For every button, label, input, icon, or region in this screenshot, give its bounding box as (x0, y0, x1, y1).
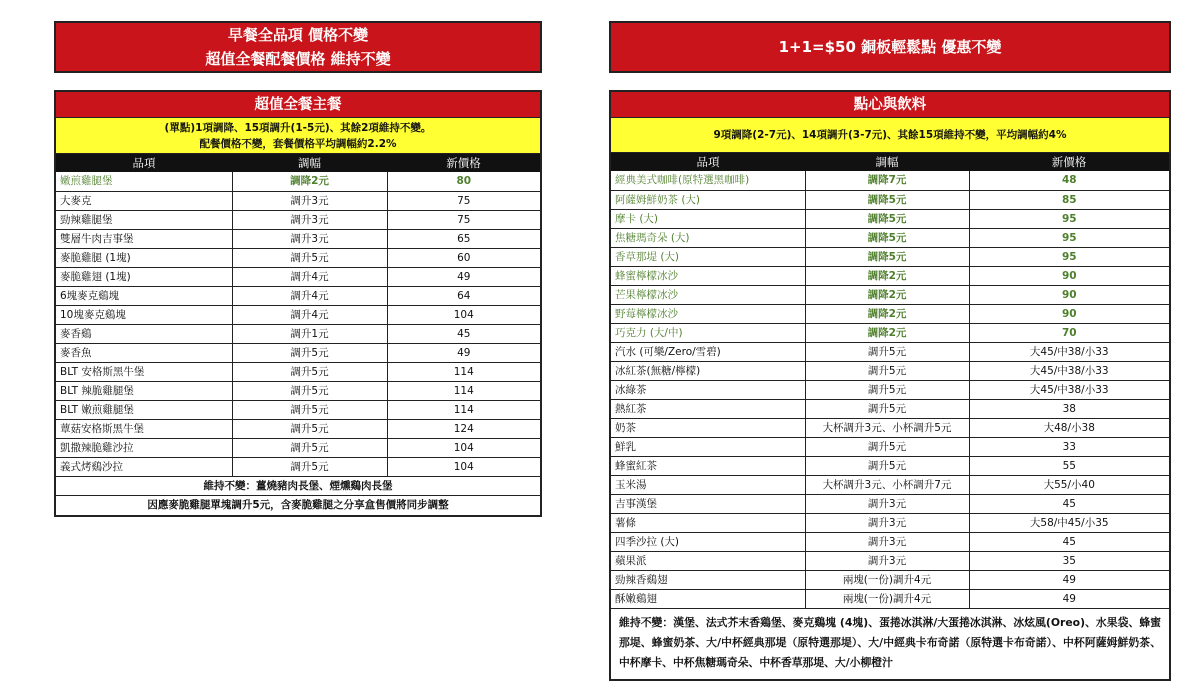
item-name: 玉米湯 (611, 475, 805, 494)
item-change: 調升5元 (232, 362, 387, 381)
table-row (56, 324, 540, 343)
item-name: 阿薩姆鮮奶茶 (大) (611, 190, 805, 209)
item-price: 95 (969, 247, 1169, 266)
table-row (611, 513, 1169, 532)
table-row (611, 380, 1169, 399)
item-name: 麥香魚 (56, 343, 232, 362)
item-name: 野莓檸檬冰沙 (611, 304, 805, 323)
table-row (611, 190, 1169, 209)
item-change: 調降5元 (805, 209, 969, 228)
item-price: 114 (387, 362, 540, 381)
item-change: 調升5元 (805, 456, 969, 475)
item-price: 33 (969, 437, 1169, 456)
item-price: 64 (387, 286, 540, 305)
item-price: 90 (969, 266, 1169, 285)
item-change: 調升4元 (232, 286, 387, 305)
item-name: BLT 安格斯黑牛堡 (56, 362, 232, 381)
table-row (611, 418, 1169, 437)
table-row (56, 248, 540, 267)
item-price: 49 (969, 589, 1169, 608)
item-price: 45 (387, 324, 540, 343)
banner-right-line1: 1+1=$50 銅板輕鬆點 優惠不變 (778, 38, 1002, 56)
item-name: 奶茶 (611, 418, 805, 437)
item-change: 調升5元 (232, 248, 387, 267)
item-change: 調降2元 (805, 285, 969, 304)
table-header-row (611, 153, 1169, 171)
item-change: 調升3元 (805, 532, 969, 551)
item-change: 調降7元 (805, 171, 969, 190)
item-price: 75 (387, 191, 540, 210)
item-price: 90 (969, 285, 1169, 304)
item-price: 124 (387, 419, 540, 438)
table-row (611, 475, 1169, 494)
item-change: 調升3元 (805, 494, 969, 513)
table-row (611, 456, 1169, 475)
item-price: 49 (387, 343, 540, 362)
item-name: 義式烤鷄沙拉 (56, 457, 232, 476)
table-row (56, 172, 540, 191)
item-name: 蜂蜜紅茶 (611, 456, 805, 475)
table-row (611, 304, 1169, 323)
table-row (56, 438, 540, 457)
item-price: 65 (387, 229, 540, 248)
header-item: 品項 (611, 153, 805, 171)
item-name: 凱撒辣脆雞沙拉 (56, 438, 232, 457)
item-price: 114 (387, 381, 540, 400)
item-change: 調降5元 (805, 247, 969, 266)
item-name: 芒果檸檬冰沙 (611, 285, 805, 304)
item-name: 熱紅茶 (611, 399, 805, 418)
item-change: 調升3元 (805, 513, 969, 532)
item-change: 大杯調升3元、小杯調升5元 (805, 418, 969, 437)
item-price: 大55/小40 (969, 475, 1169, 494)
item-price: 85 (969, 190, 1169, 209)
item-price: 49 (969, 570, 1169, 589)
item-price: 114 (387, 400, 540, 419)
item-name: 大麥克 (56, 191, 232, 210)
table-row (56, 400, 540, 419)
item-name: 麥脆雞翅 (1塊) (56, 267, 232, 286)
item-price: 95 (969, 228, 1169, 247)
item-change: 調升3元 (805, 551, 969, 570)
item-name: 雙層牛肉吉事堡 (56, 229, 232, 248)
item-change: 調降2元 (232, 172, 387, 191)
item-price: 38 (969, 399, 1169, 418)
item-price: 90 (969, 304, 1169, 323)
panel-snacks-drinks (609, 90, 1171, 681)
item-change: 調升5元 (232, 381, 387, 400)
item-name: 嫩煎雞腿堡 (56, 172, 232, 191)
banner-breakfast (54, 21, 542, 73)
item-name: 冰綠茶 (611, 380, 805, 399)
item-change: 調升5元 (805, 342, 969, 361)
panel-note-line1: (單點)1項調降、15項調升(1-5元)、其餘2項維持不變。 (164, 121, 432, 134)
item-price: 45 (969, 532, 1169, 551)
item-change: 調升5元 (805, 437, 969, 456)
table-row (611, 247, 1169, 266)
table-row (56, 305, 540, 324)
table-row (56, 343, 540, 362)
item-price: 49 (387, 267, 540, 286)
item-change: 調升4元 (232, 305, 387, 324)
price-table (611, 153, 1169, 609)
table-row (56, 419, 540, 438)
banner-left-line1: 早餐全品項 價格不變 (227, 26, 369, 44)
item-change: 調升5元 (805, 399, 969, 418)
table-row (56, 286, 540, 305)
item-name: 經典美式咖啡(原特選黑咖啡) (611, 171, 805, 190)
item-name: 酥嫩鷄翅 (611, 589, 805, 608)
footer-unchanged: 維持不變：薑燒豬肉長堡、煙燻鷄肉長堡 (56, 477, 540, 496)
item-name: 蜂蜜檸檬冰沙 (611, 266, 805, 285)
item-name: 蘋果派 (611, 551, 805, 570)
item-price: 48 (969, 171, 1169, 190)
panel-note (56, 118, 540, 154)
item-change: 調升5元 (232, 400, 387, 419)
item-price: 大45/中38/小33 (969, 342, 1169, 361)
item-price: 95 (969, 209, 1169, 228)
item-change: 兩塊(一份)調升4元 (805, 589, 969, 608)
table-row (56, 191, 540, 210)
item-name: 摩卡 (大) (611, 209, 805, 228)
banner-combo-offer (609, 21, 1171, 73)
item-name: 薯條 (611, 513, 805, 532)
footer-unchanged-list: 維持不變：漢堡、法式芥末香鶏堡、麥克鷄塊 (4塊)、蛋捲冰淇淋/大蛋捲冰淇淋、冰炫風(Oreo)、水果袋、蜂蜜那堤、蜂蜜奶茶、大/中杯經典那堤（原特選那堤）、大/中經典卡布奇諾（原特選卡布奇諾）、中杯阿薩姆鮮奶茶、中杯摩卡、中杯焦糖瑪奇朵、中杯香草那堤、大/小柳橙汁 (619, 615, 1161, 669)
item-change: 調升3元 (232, 210, 387, 229)
item-name: 鮮乳 (611, 437, 805, 456)
panel-value-meal-main (54, 90, 542, 517)
item-price: 35 (969, 551, 1169, 570)
table-row (611, 266, 1169, 285)
item-change: 調降5元 (805, 228, 969, 247)
table-row (611, 589, 1169, 608)
item-change: 調降5元 (805, 190, 969, 209)
item-name: 6塊麥克鷄塊 (56, 286, 232, 305)
item-change: 調降2元 (805, 323, 969, 342)
item-change: 調降2元 (805, 266, 969, 285)
item-change: 兩塊(一份)調升4元 (805, 570, 969, 589)
table-row (56, 457, 540, 476)
item-name: BLT 辣脆雞腿堡 (56, 381, 232, 400)
item-name: 10塊麥克鷄塊 (56, 305, 232, 324)
item-name: 香草那堤 (大) (611, 247, 805, 266)
item-name: 吉事漢堡 (611, 494, 805, 513)
table-row (56, 229, 540, 248)
table-row (611, 323, 1169, 342)
item-name: 巧克力 (大/中) (611, 323, 805, 342)
header-change: 調幅 (232, 154, 387, 172)
item-price: 60 (387, 248, 540, 267)
item-change: 調升5元 (232, 343, 387, 362)
item-change: 調降2元 (805, 304, 969, 323)
item-change: 調升5元 (232, 438, 387, 457)
table-row (611, 209, 1169, 228)
item-change: 調升3元 (232, 191, 387, 210)
item-price: 45 (969, 494, 1169, 513)
table-row (611, 171, 1169, 190)
panel-note-line1: 9項調降(2-7元)、14項調升(3-7元)、其餘15項維持不變，平均調幅約4% (713, 129, 1067, 141)
table-row (611, 228, 1169, 247)
panel-title: 超值全餐主餐 (56, 92, 540, 118)
item-change: 大杯調升3元、小杯調升7元 (805, 475, 969, 494)
table-row (56, 381, 540, 400)
item-name: BLT 嫩煎雞腿堡 (56, 400, 232, 419)
panel-note-line2: 配餐價格不變，套餐價格平均調幅約2.2% (199, 137, 397, 150)
item-price: 104 (387, 457, 540, 476)
item-price: 大45/中38/小33 (969, 361, 1169, 380)
table-header-row (56, 154, 540, 172)
table-row (611, 494, 1169, 513)
item-change: 調升5元 (232, 419, 387, 438)
item-name: 四季沙拉 (大) (611, 532, 805, 551)
item-change: 調升5元 (232, 457, 387, 476)
panel-note (611, 118, 1169, 153)
item-change: 調升3元 (232, 229, 387, 248)
footer-adjust-note: 因應麥脆雞腿單塊調升5元，含麥脆雞腿之分享盒售價將同步調整 (147, 498, 449, 511)
item-price: 大45/中38/小33 (969, 380, 1169, 399)
item-name: 焦糖瑪奇朵 (大) (611, 228, 805, 247)
item-name: 汽水 (可樂/Zero/雪碧) (611, 342, 805, 361)
item-change: 調升1元 (232, 324, 387, 343)
table-row (611, 570, 1169, 589)
item-name: 勁辣香鷄翅 (611, 570, 805, 589)
item-name: 冰紅茶(無糖/檸檬) (611, 361, 805, 380)
item-name: 蕈菇安格斯黑牛堡 (56, 419, 232, 438)
header-item: 品項 (56, 154, 232, 172)
table-row (611, 342, 1169, 361)
banner-left-line2: 超值全餐配餐價格 維持不變 (205, 50, 391, 68)
item-price: 104 (387, 438, 540, 457)
table-row (611, 285, 1169, 304)
item-name: 麥脆雞腿 (1塊) (56, 248, 232, 267)
item-price: 大48/小38 (969, 418, 1169, 437)
price-table (56, 154, 540, 477)
item-price: 大58/中45/小35 (969, 513, 1169, 532)
table-row (611, 399, 1169, 418)
panel-title: 點心與飲料 (611, 92, 1169, 118)
item-change: 調升5元 (805, 380, 969, 399)
table-row (56, 362, 540, 381)
item-change: 調升4元 (232, 267, 387, 286)
item-name: 麥香鷄 (56, 324, 232, 343)
table-row (611, 361, 1169, 380)
table-row (56, 267, 540, 286)
table-row (611, 437, 1169, 456)
item-price: 75 (387, 210, 540, 229)
item-change: 調升5元 (805, 361, 969, 380)
header-change: 調幅 (805, 153, 969, 171)
table-row (611, 551, 1169, 570)
item-price: 80 (387, 172, 540, 191)
item-price: 70 (969, 323, 1169, 342)
table-row (56, 210, 540, 229)
table-row (611, 532, 1169, 551)
item-price: 104 (387, 305, 540, 324)
item-price: 55 (969, 456, 1169, 475)
header-new-price: 新價格 (387, 154, 540, 172)
header-new-price: 新價格 (969, 153, 1169, 171)
item-name: 勁辣雞腿堡 (56, 210, 232, 229)
